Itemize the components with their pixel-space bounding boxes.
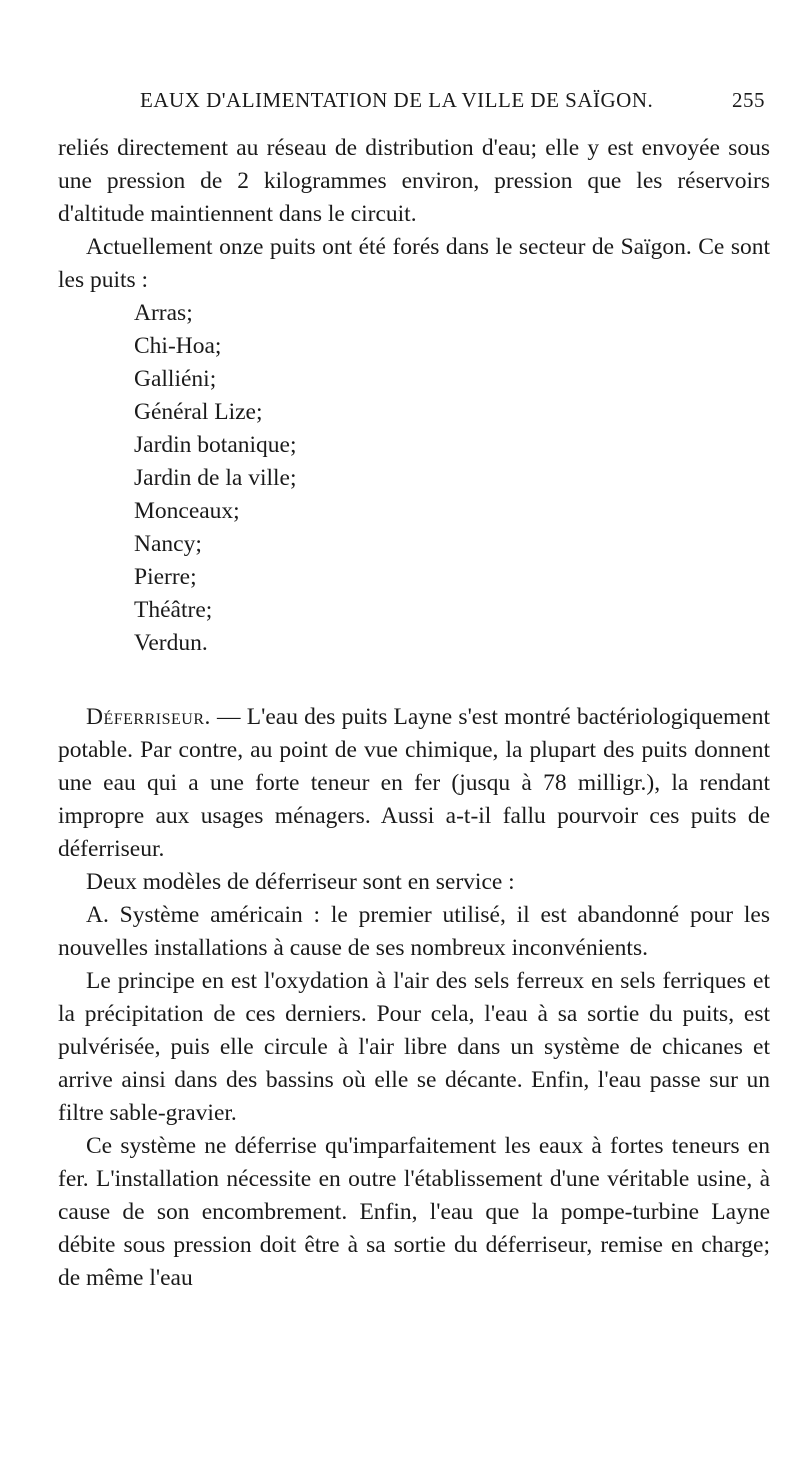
paragraph-system-a: A. Système américain : le premier utilisé, il est abandonné pour les nouvelles installations à cause de ses nombreux inconvénients. — [58, 902, 770, 961]
paragraph-principle: Le principe en est l'oxydation à l'air des sels ferreux en sels ferriques et la précipitation de ces derniers. Pour cela, l'eau à sa sortie du puits, est pulvérisée, puis elle circule à l'air libre dans un système de chicanes et arrive ainsi dans des bassins où elle se décante. Enfin, l'eau passe sur un filtre sable-gravier. — [58, 968, 770, 1126]
list-item: Nancy; — [134, 531, 202, 557]
list-item: Monceaux; — [134, 498, 240, 524]
list-item: Galliéni; — [134, 366, 217, 392]
page-header — [60, 88, 770, 116]
list-item: Général Lize; — [134, 399, 263, 425]
list-item: Théâtre; — [134, 597, 213, 623]
list-item: Jardin de la ville; — [134, 465, 297, 491]
paragraph-limitations: Ce système ne déferrise qu'imparfaitement les eaux à fortes teneurs en fer. L'installation nécessite en outre l'établissement d'une véritable usine, à cause de son encombrement. Enfin, l'eau que la pompe-turbine Layne débite sous pression doit être à sa sortie du déferriseur, remise en charge; de même l'eau — [58, 1133, 770, 1291]
paragraph-deferriseur — [58, 701, 770, 866]
page-number: 255 — [732, 88, 765, 112]
running-title: EAUX D'ALIMENTATION DE LA VILLE DE SAÏGON. — [140, 88, 654, 112]
list-item: Verdun. — [134, 630, 208, 656]
list-item: Jardin botanique; — [134, 432, 297, 458]
list-item: Chi-Hoa; — [134, 333, 222, 359]
paragraph-continuation: reliés directement au réseau de distribution d'eau; elle y est envoyée sous une pression de 2 kilogrammes environ, pression que les réservoirs d'altitude maintiennent dans le circuit. — [58, 135, 770, 227]
paragraph-wells-intro: Actuellement onze puits ont été forés dans le secteur de Saïgon. Ce sont les puits : — [58, 234, 770, 293]
wells-list — [58, 297, 770, 660]
list-item: Arras; — [134, 300, 193, 326]
body-text — [58, 132, 770, 1295]
list-item: Pierre; — [134, 564, 197, 590]
deferriseur-text: — L'eau des puits Layne s'est montré bactériologiquement potable. Par contre, au point de vue chimique, la plupart des puits donnent une eau qui a une forte teneur en fer (jusqu à 78 milligr.), la rendant impropre aux usages ménagers. Aussi a-t-il fallu pourvoir ces puits de déferriseur. — [58, 704, 770, 862]
section-spacer — [58, 660, 770, 701]
section-heading: Déferriseur. — [86, 704, 211, 730]
paragraph-models: Deux modèles de déferriseur sont en service : — [86, 869, 515, 895]
